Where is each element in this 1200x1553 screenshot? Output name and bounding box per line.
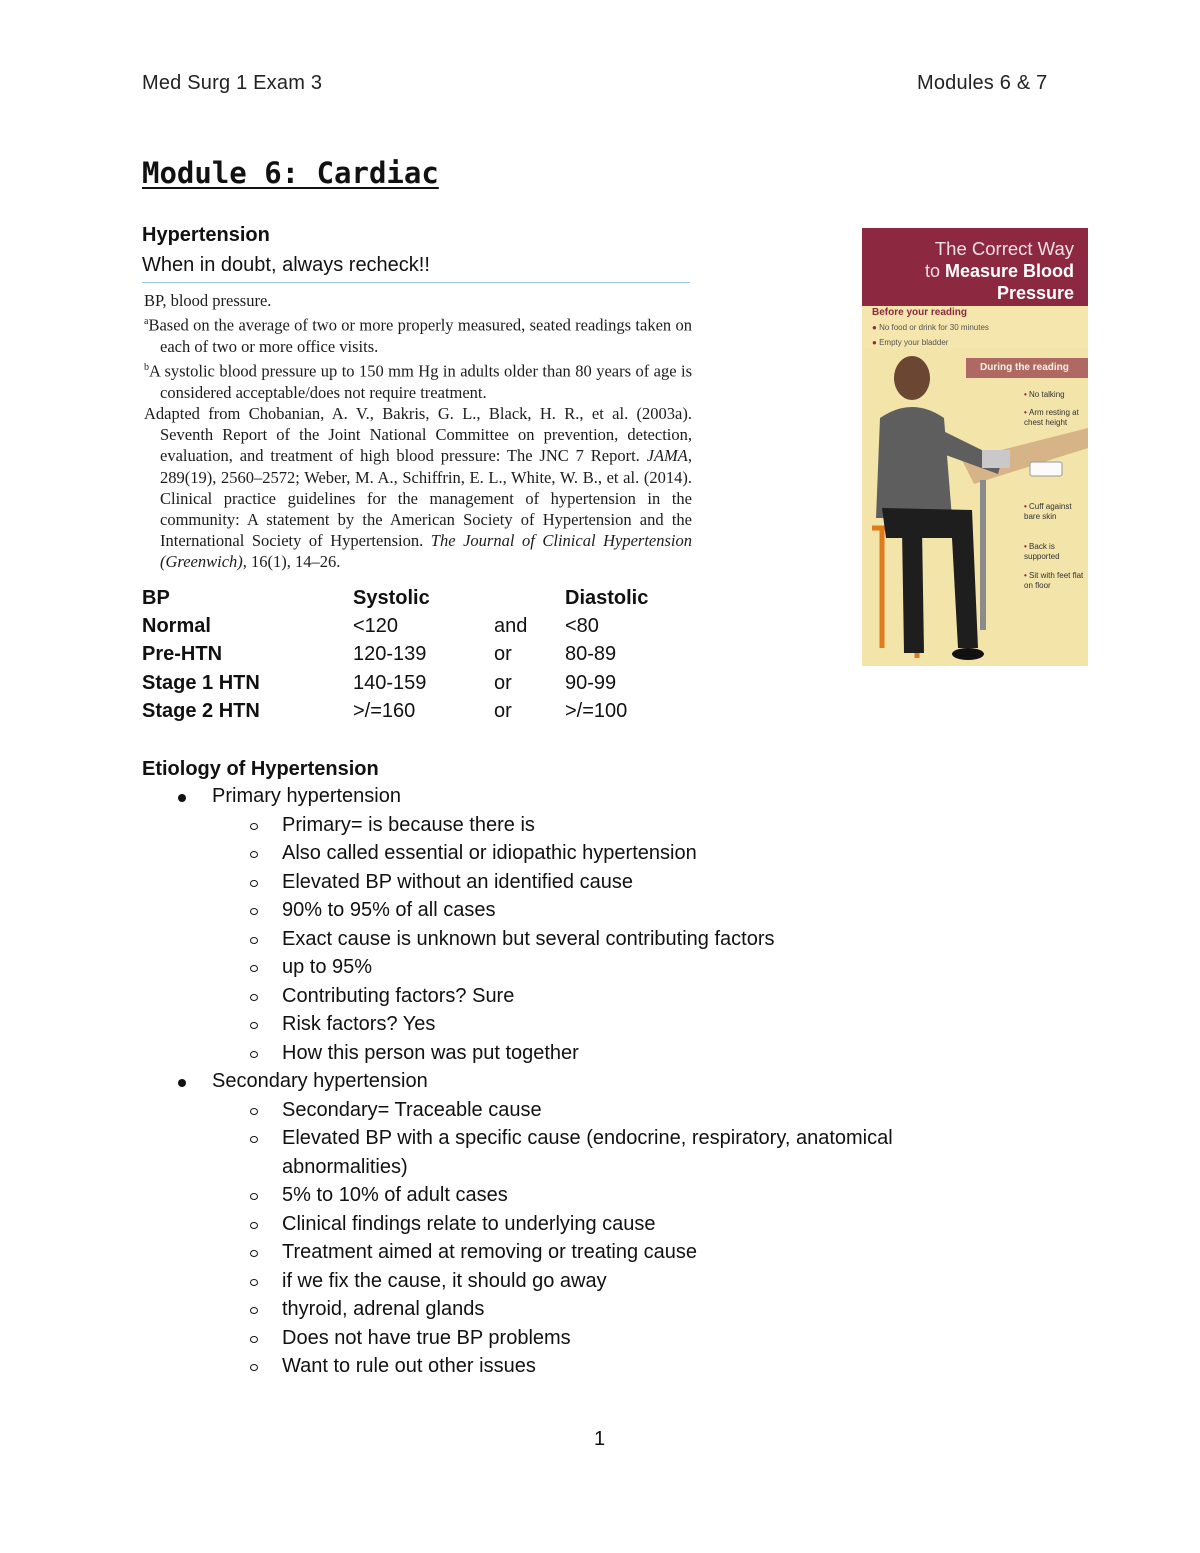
list-item-continuation: abnormalities) [282, 1156, 408, 1178]
recheck-note: When in doubt, always recheck!! [142, 254, 430, 276]
table-header-cell: BP [142, 586, 170, 609]
source-text-3: , 16(1), 14–26. [242, 552, 341, 572]
list-item: thyroid, adrenal glands [282, 1298, 485, 1320]
list-item: Risk factors? Yes [282, 1013, 436, 1035]
poster-before-item: ● No food or drink for 30 minutes [872, 323, 989, 332]
page-number: 1 [594, 1428, 606, 1450]
poster-during-item-text: Sit with feet flat on floor [1024, 571, 1084, 590]
bullet-icon [178, 794, 186, 802]
poster-during-item: • Arm resting at chest height [1024, 408, 1079, 427]
footnote-b [144, 357, 692, 403]
list-item: Exact cause is unknown but several contributing factors [282, 928, 775, 950]
sub-bullet-icon [250, 1108, 258, 1115]
table-header-cell: Systolic [353, 586, 430, 609]
table-header-row [142, 584, 685, 612]
poster-title: The Correct Way [934, 238, 1074, 259]
table-cell: >/=100 [565, 700, 628, 723]
poster-during-item-text: Cuff against bare skin [1024, 502, 1072, 521]
poster-title-end: Pressure [996, 283, 1074, 303]
person-seated-illustration [862, 228, 1088, 666]
poster-title-prefix: to [924, 261, 945, 281]
table-cell: 90-99 [565, 671, 617, 694]
divider [142, 282, 690, 283]
list-item: up to 95% [282, 956, 373, 978]
source-text-2: , 289(19), 2560–2572; Weber, M. A., Schiffrin, E. L., White, W. B., et al. (2014). Clinical practice guidelines for the management of hypertension in the community: A statement by the American Society of Hypertension and the International Society of Hypertension. [160, 446, 692, 551]
sub-bullet-icon [250, 880, 258, 887]
list-item: 5% to 10% of adult cases [282, 1184, 508, 1206]
table-cell-category: Stage 1 HTN [142, 671, 260, 694]
table-cell: or [494, 643, 512, 666]
table-header-cell [494, 584, 565, 612]
list-item: Clinical findings relate to underlying cause [282, 1213, 656, 1235]
bullet-icon [178, 1079, 186, 1087]
poster-during-item: • Cuff against bare skin [1024, 502, 1072, 521]
source-journal-2: The Journal of Clinical Hypertension (Greenwich) [160, 531, 692, 572]
sub-bullet-icon [250, 823, 258, 830]
sub-bullet-icon [250, 937, 258, 944]
poster-during-item-text: Arm resting at chest height [1024, 408, 1079, 427]
sub-bullet-icon [250, 1022, 258, 1029]
sub-bullet-icon [250, 851, 258, 858]
list-item: How this person was put together [282, 1042, 579, 1064]
poster-during-item-text: No talking [1029, 390, 1065, 399]
poster-before-item-text: Empty your bladder [879, 338, 949, 347]
sub-bullet-icon [250, 1364, 258, 1371]
list-item: Want to rule out other issues [282, 1355, 536, 1377]
bp-classification-table [142, 584, 685, 726]
footnote-source [144, 403, 692, 573]
poster-before-heading: Before your reading [872, 307, 968, 318]
table-cell: 140-159 [353, 671, 427, 694]
list-item: Also called essential or idiopathic hypertension [282, 842, 697, 864]
list-item-secondary: Secondary hypertension [212, 1070, 428, 1092]
bp-measurement-poster [862, 228, 1088, 666]
table-cell: and [494, 615, 528, 638]
poster-title-main: Measure Blood [944, 261, 1074, 281]
table-row [142, 669, 685, 697]
source-text-1: Adapted from Chobanian, A. V., Bakris, G. L., Black, H. R., et al. (2003a). Seventh Report of the Joint National Committee on prevention, detection, evaluation, and treatment of high blood pressure: The JNC 7 Report. [144, 404, 692, 466]
section-title-hypertension: Hypertension [142, 224, 270, 246]
sub-bullet-icon [250, 1279, 258, 1286]
poster-during-item: • Back is supported [1024, 542, 1060, 561]
poster-before-item-text: No food or drink for 30 minutes [879, 323, 989, 332]
list-item: Treatment aimed at removing or treating cause [282, 1241, 698, 1263]
list-item: Does not have true BP problems [282, 1327, 571, 1349]
list-item: Contributing factors? Sure [282, 985, 515, 1007]
poster-before-item: ● Empty your bladder [872, 338, 949, 347]
sub-bullet-icon [250, 1222, 258, 1229]
list-item: 90% to 95% of all cases [282, 899, 496, 921]
table-header-cell: Diastolic [565, 586, 649, 609]
list-item-primary: Primary hypertension [212, 785, 401, 807]
list-item: Elevated BP without an identified cause [282, 871, 633, 893]
table-cell-category: Pre-HTN [142, 643, 223, 666]
table-cell: or [494, 700, 512, 723]
bp-monitor-icon [1030, 462, 1062, 476]
source-journal-1: JAMA [646, 446, 688, 466]
poster-during-item: • No talking [1024, 390, 1065, 399]
poster-during-item: • Sit with feet flat on floor [1024, 571, 1084, 590]
textbook-footnote-excerpt [144, 290, 692, 573]
sub-bullet-icon [250, 1051, 258, 1058]
poster-during-item-text: Back is supported [1024, 542, 1060, 561]
module-title: Module 6: Cardiac [142, 156, 439, 190]
table-cell: or [494, 671, 512, 694]
table-cell: <120 [353, 615, 399, 638]
header-modules: Modules 6 & 7 [917, 72, 1048, 94]
footnote-b-text: A systolic blood pressure up to 150 mm Hg in adults older than 80 years of age is considered acceptable/does not require treatment. [149, 361, 692, 402]
sub-bullet-icon [250, 965, 258, 972]
table-cell: 80-89 [565, 643, 617, 666]
table-cell: <80 [565, 615, 599, 638]
poster-during-heading: During the reading [966, 358, 1088, 378]
sub-bullet-icon [250, 1250, 258, 1257]
table-cell-category: Stage 2 HTN [142, 700, 260, 723]
list-item: if we fix the cause, it should go away [282, 1270, 607, 1292]
list-item: Elevated BP with a specific cause (endocrine, respiratory, anatomical [282, 1127, 893, 1149]
sub-bullet-icon [250, 994, 258, 1001]
list-item: Primary= is because there is [282, 814, 535, 836]
footnote-a [144, 311, 692, 357]
sub-bullet-icon [250, 1193, 258, 1200]
footnote-abbrev: BP, blood pressure. [144, 291, 272, 310]
etiology-title: Etiology of Hypertension [142, 758, 379, 780]
sub-bullet-icon [250, 1336, 258, 1343]
footnote-b-mark: b [144, 362, 149, 374]
footnote-a-text: Based on the average of two or more properly measured, seated readings taken on each of two or more office visits. [148, 315, 692, 356]
table-cell-category: Normal [142, 615, 211, 638]
table-row [142, 641, 685, 669]
header-course: Med Surg 1 Exam 3 [142, 72, 323, 94]
table-cell: >/=160 [353, 700, 416, 723]
table-row [142, 698, 685, 726]
footnote-a-mark: a [144, 316, 149, 328]
sub-bullet-icon [250, 908, 258, 915]
list-item: Secondary= Traceable cause [282, 1099, 542, 1121]
table-row [142, 612, 685, 640]
sub-bullet-icon [250, 1136, 258, 1143]
table-cell: 120-139 [353, 643, 427, 666]
sub-bullet-icon [250, 1307, 258, 1314]
